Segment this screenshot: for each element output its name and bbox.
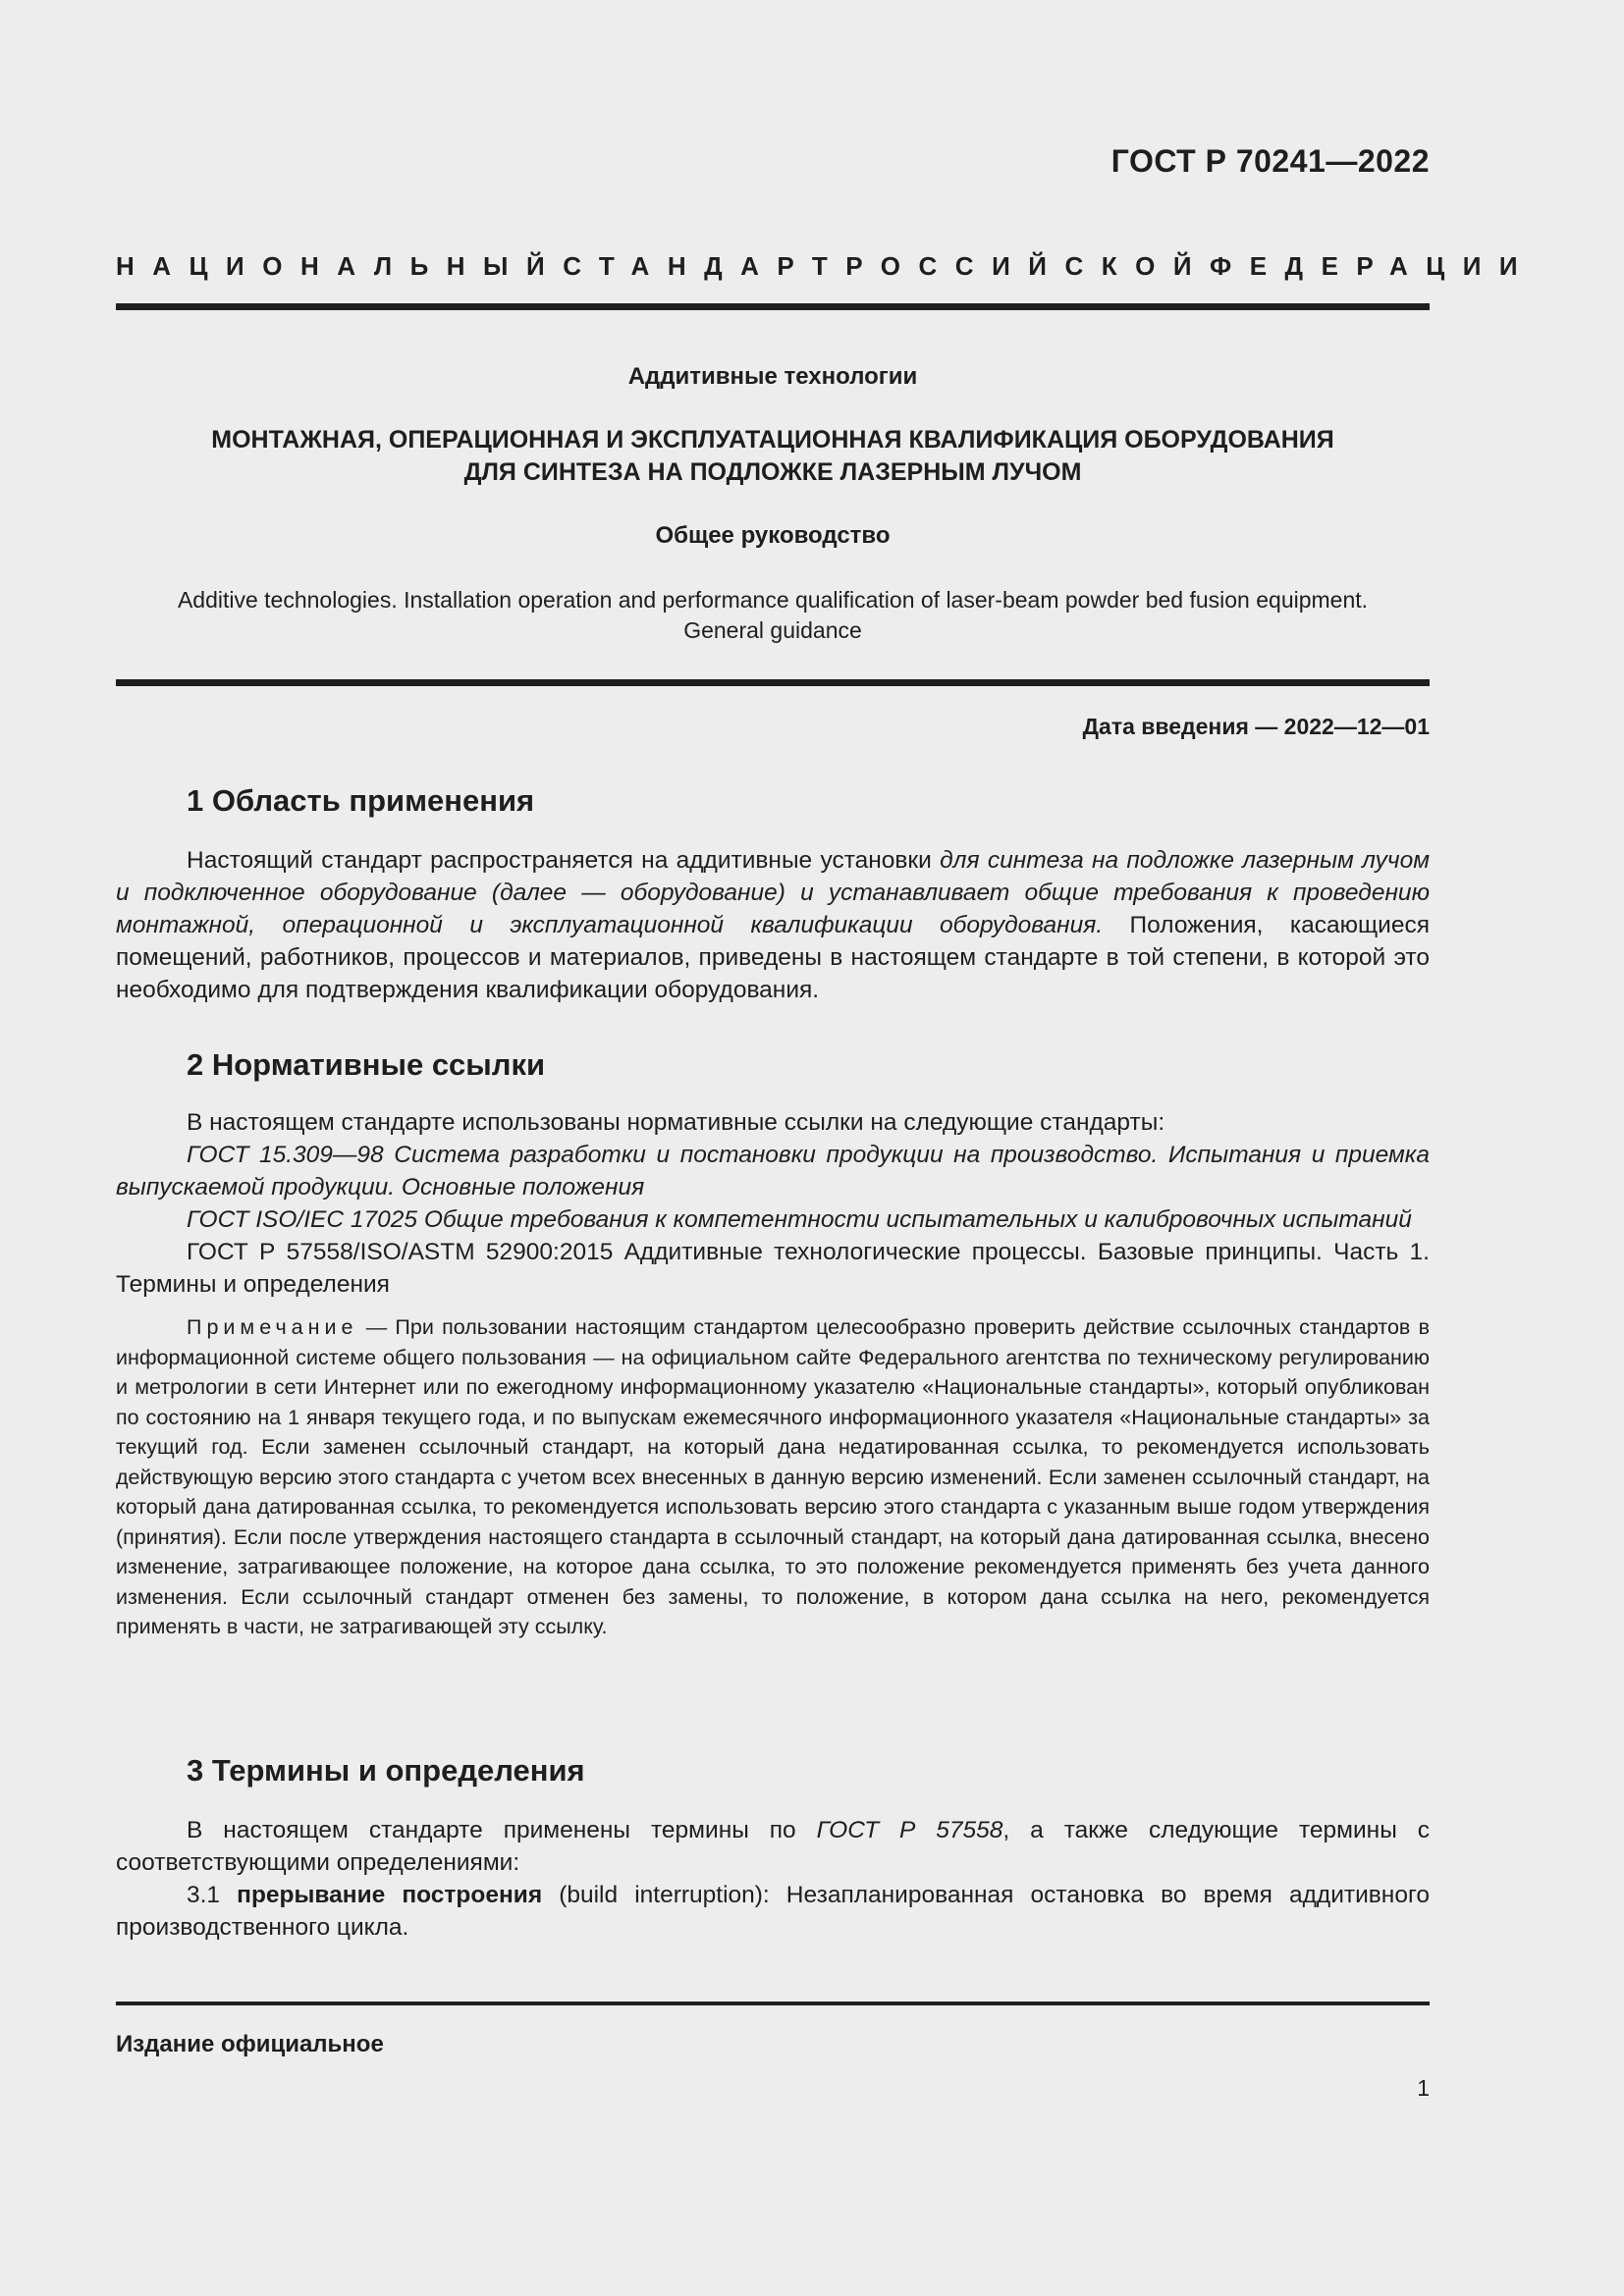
note-label: Примечание xyxy=(187,1315,358,1339)
banner-word: ФЕДЕРАЦИИ xyxy=(1210,251,1537,281)
term-definition xyxy=(116,1879,1430,1944)
reference-item xyxy=(116,1203,1430,1236)
note-text: — При пользовании настоящим стандартом целесообразно проверить действие ссылочных стандартов в информационной системе общего пользования — на официальном сайте Федерального агентства по техническому регулированию и метрологии в сети Интернет или по ежегодному информационному указателю «Национальные стандарты», который опубликован по состоянию на 1 января текущего года, и по выпускам ежемесячного информационного указателя «Национальные стандарты» за текущий год. Если заменен ссылочный стандарт, на который дана недатированная ссылка, то рекомендуется использовать действующую версию этого стандарта с учетом всех внесенных в данную версию изменений. Если заменен ссылочный стандарт, на который дана датированная ссылка, то рекомендуется использовать версию этого стандарта с указанным выше годом утверждения (принятия). Если после утверждения настоящего стандарта в ссылочный стандарт, на который дана датированная ссылка, внесено изменение, затрагивающее положение, на которое дана ссылка, то это положение рекомендуется применять без учета данного изменения. Если ссылочный стандарт отменен без замены, то положение, в котором дана ссылка на него, рекомендуется применять в части, не затрагивающей эту ссылку. xyxy=(116,1315,1430,1638)
section-heading: 1 Область применения xyxy=(187,783,535,818)
banner-word: НАЦИОНАЛЬНЫЙ xyxy=(116,251,564,281)
top-rule xyxy=(116,303,1430,310)
section-terms-definitions xyxy=(116,1753,1430,1944)
text-run: Положения, касающиеся помещений, работников, процессов и материалов, приведены в настоящем стандарте в той степени, в которой это необходимо для подтверждения квалификации оборудования. xyxy=(116,912,1430,1003)
official-edition-label: Издание официальное xyxy=(116,2031,384,2057)
italic-run: ГОСТ ISO/IEC 17025 Общие требования к компетентности испытательных и калибровочных испытаний xyxy=(187,1206,1412,1233)
section-normative-references xyxy=(116,1047,1430,1642)
section-heading: 3 Термины и определения xyxy=(187,1753,585,1788)
section-scope xyxy=(116,783,1430,1006)
page-number: 1 xyxy=(1417,2075,1430,2101)
term-number: 3.1 xyxy=(187,1882,238,1908)
english-title xyxy=(116,585,1430,646)
main-title-line: МОНТАЖНАЯ, ОПЕРАЦИОННАЯ И ЭКСПЛУАТАЦИОННАЯ КВАЛИФИКАЦИЯ ОБОРУДОВАНИЯ xyxy=(211,426,1334,454)
note-paragraph xyxy=(116,1312,1430,1642)
title-bottom-rule xyxy=(116,679,1430,686)
text-run: Настоящий стандарт распространяется на аддитивные установки xyxy=(187,847,941,874)
italic-run: ГОСТ 15.309—98 Система разработки и постановки продукции на производство. Испытания и приемка выпускаемой продукции. Основные положения xyxy=(116,1142,1430,1201)
national-standard-banner xyxy=(116,251,1537,282)
section-paragraph xyxy=(116,844,1430,1006)
footer-rule xyxy=(116,2002,1430,2005)
banner-word: СТАНДАРТ xyxy=(563,251,846,281)
english-title-line: Additive technologies. Installation operation and performance qualification of laser-beam powder bed fusion equipment. xyxy=(177,587,1369,613)
gost-code: ГОСТ Р 70241—2022 xyxy=(1110,143,1430,179)
reference-item: ГОСТ Р 57558/ISO/ASTM 52900:2015 Аддитивные технологические процессы. Базовые принципы. Часть 1. Термины и определения xyxy=(116,1239,1430,1298)
term-name: прерывание построения xyxy=(237,1882,543,1908)
english-title-line: General guidance xyxy=(683,617,862,643)
section-paragraph xyxy=(116,1814,1430,1879)
italic-run: для синтеза на подложке лазерным лучом и подключенное оборудование (далее — оборудование) и устанавливает общие требования к проведению монтажной, операционной и эксплуатационной квалификации оборудования. xyxy=(116,847,1430,938)
term-text: (build interruption): Незапланированная остановка во время аддитивного производственного цикла. xyxy=(116,1882,1430,1941)
main-title-line: ДЛЯ СИНТЕЗА НА ПОДЛОЖКЕ ЛАЗЕРНЫМ ЛУЧОМ xyxy=(463,458,1082,486)
subtitle-field: Аддитивные технологии xyxy=(627,363,918,390)
section-heading: 2 Нормативные ссылки xyxy=(187,1047,546,1082)
subtitle-guidance: Общее руководство xyxy=(655,522,891,549)
banner-word: РОССИЙСКОЙ xyxy=(845,251,1211,281)
italic-run: ГОСТ Р 57558 xyxy=(816,1817,1003,1843)
text-run: В настоящем стандарте применены термины по xyxy=(187,1817,817,1843)
text-run: , а также следующие термины с соответствующими определениями: xyxy=(116,1817,1430,1876)
main-title xyxy=(116,424,1430,489)
introduction-date: Дата введения — 2022—12—01 xyxy=(1082,714,1430,739)
reference-item xyxy=(116,1139,1430,1203)
references-intro: В настоящем стандарте использованы нормативные ссылки на следующие стандарты: xyxy=(187,1109,1165,1136)
